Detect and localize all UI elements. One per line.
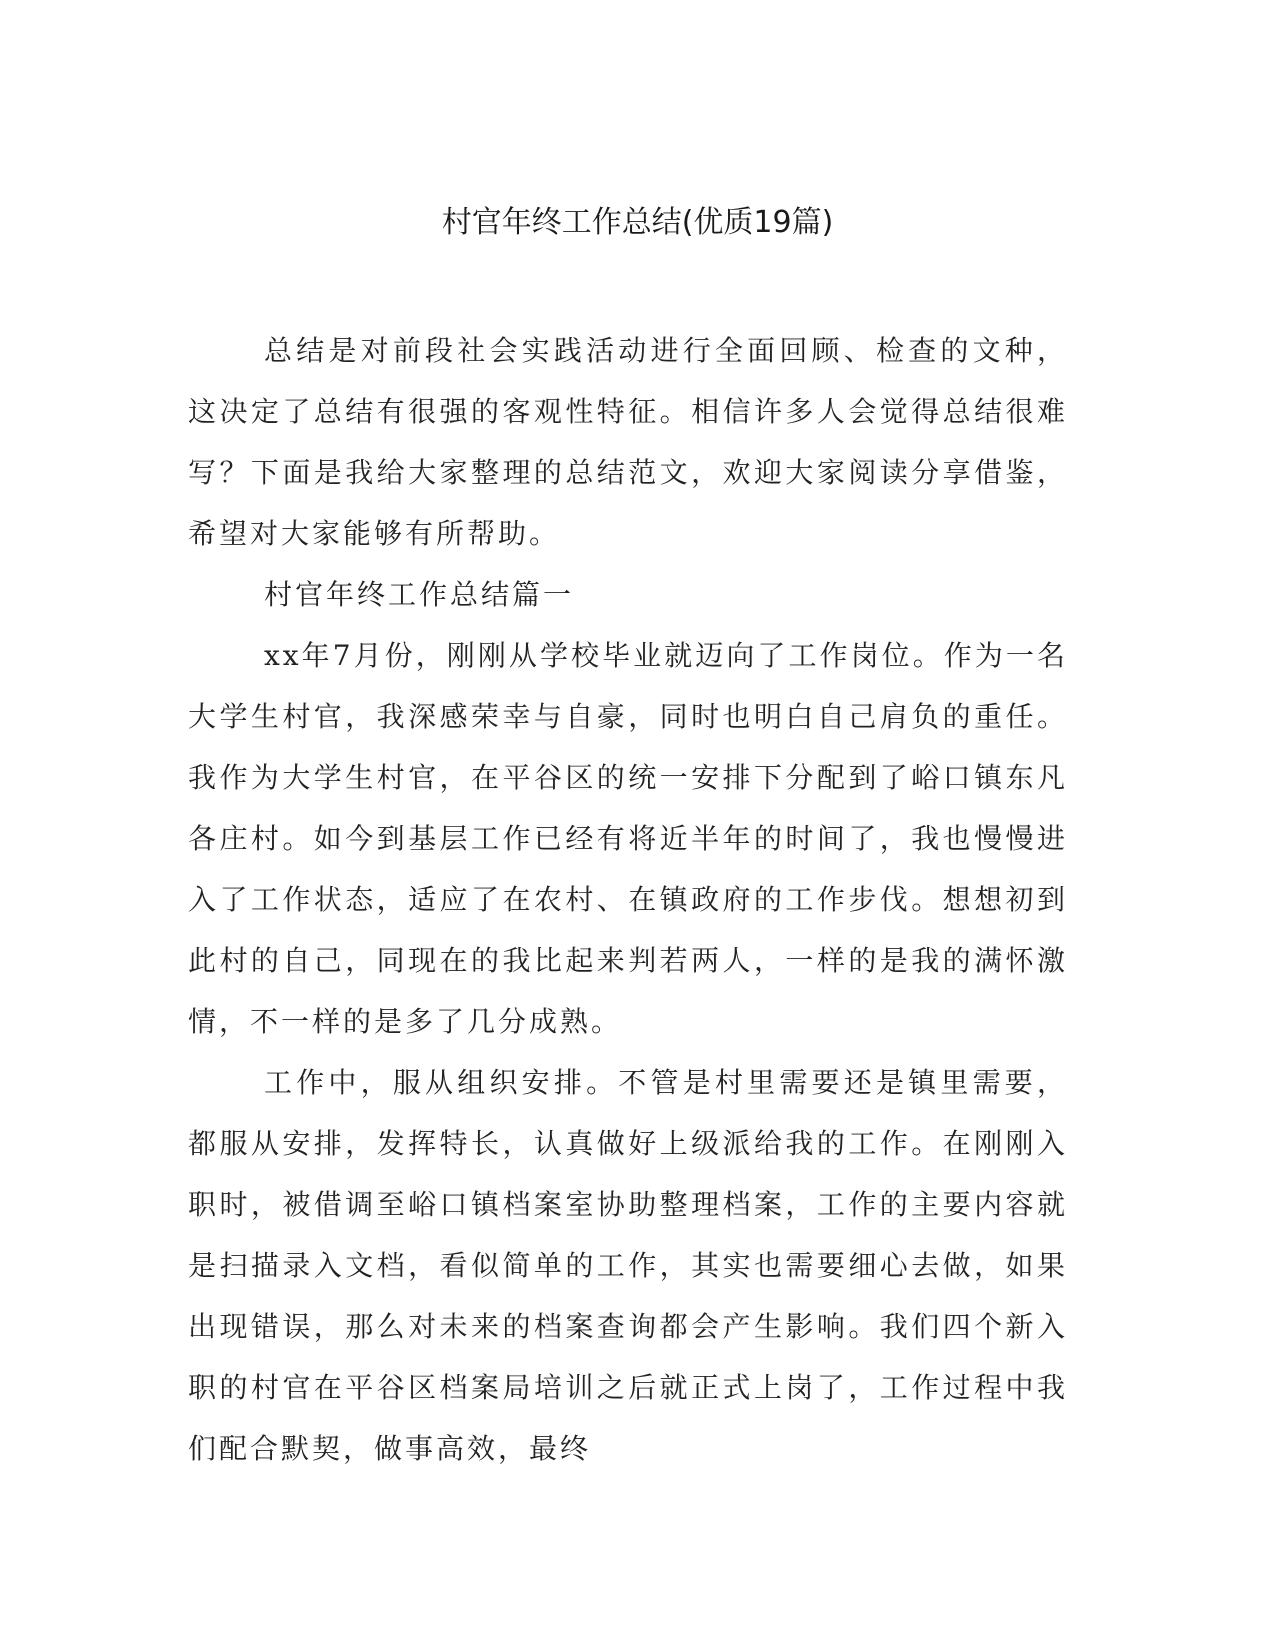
document-body	[188, 320, 1068, 1479]
intro-paragraph: 总结是对前段社会实践活动进行全面回顾、检查的文种，这决定了总结有很强的客观性特征。相信许多人会觉得总结很难写？下面是我给大家整理的总结范文，欢迎大家阅读分享借鉴，希望对大家能够有所帮助。	[188, 334, 1068, 550]
section-heading: 村官年终工作总结篇一	[264, 578, 575, 611]
document-title: 村官年终工作总结(优质19篇)	[441, 205, 834, 240]
body-paragraph-1: xx年7月份，刚刚从学校毕业就迈向了工作岗位。作为一名大学生村官，我深感荣幸与自豪，同时也明白自己肩负的重任。我作为大学生村官，在平谷区的统一安排下分配到了峪口镇东凡各庄村。如今到基层工作已经有将近半年的时间了，我也慢慢进入了工作状态，适应了在农村、在镇政府的工作步伐。想想初到此村的自己，同现在的我比起来判若两人，一样的是我的满怀激情，不一样的是多了几分成熟。	[188, 639, 1068, 1038]
body-paragraph-2: 工作中，服从组织安排。不管是村里需要还是镇里需要，都服从安排，发挥特长，认真做好上级派给我的工作。在刚刚入职时，被借调至峪口镇档案室协助整理档案，工作的主要内容就是扫描录入文档，看似简单的工作，其实也需要细心去做，如果出现错误，那么对未来的档案查询都会产生影响。我们四个新入职的村官在平谷区档案局培训之后就正式上岗了，工作过程中我们配合默契，做事高效，最终	[188, 1066, 1068, 1465]
